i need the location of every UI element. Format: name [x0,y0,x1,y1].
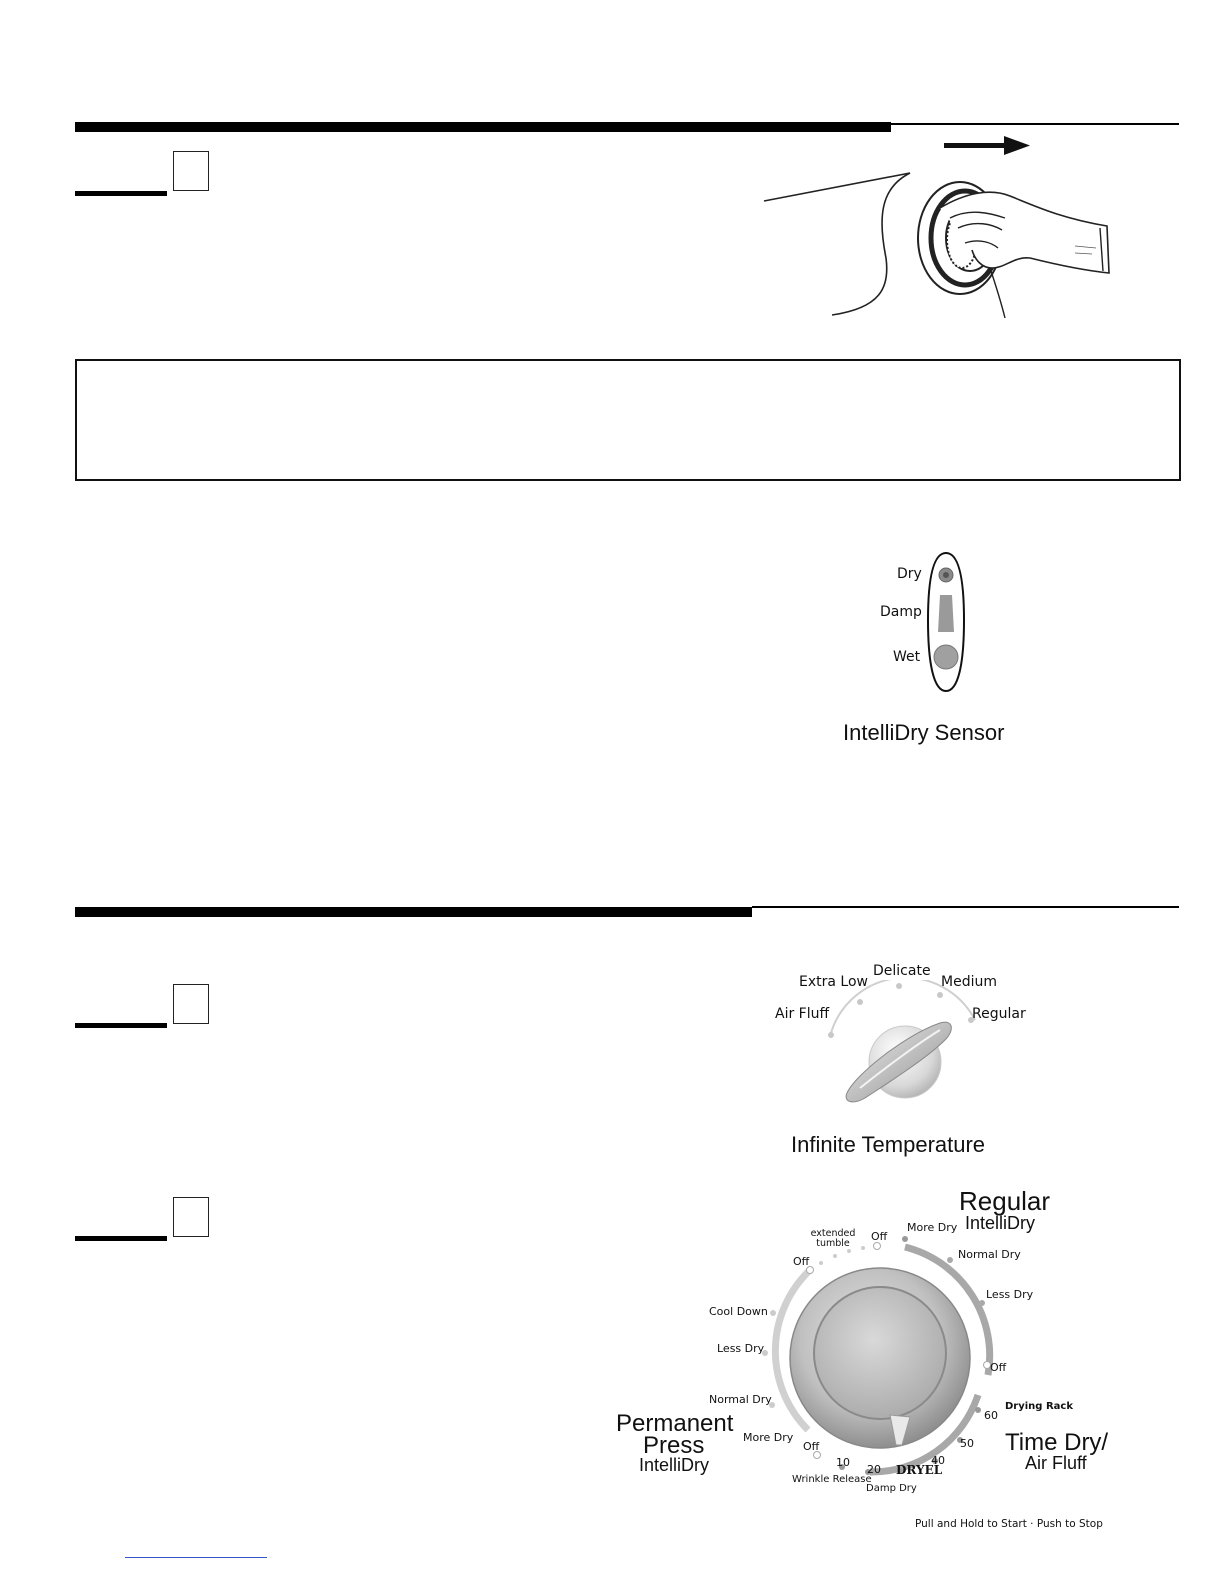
time-dry-subtitle: Air Fluff [1025,1453,1087,1473]
time-50: 50 [960,1437,974,1450]
regular-more-dry: More Dry [907,1221,958,1234]
section-rule-mid-thick [75,907,752,917]
regular-off: Off [990,1361,1007,1374]
extended-tumble-label [808,1229,858,1249]
sensor-level-wet: Wet [893,649,921,665]
hand-pulling-knob-illustration [760,158,1120,323]
regular-subtitle: IntelliDry [965,1213,1036,1233]
extended-tumble-text: extended tumble [810,1228,856,1249]
bottom-10: 10 [836,1456,850,1469]
perm-press-title-1: Permanent [616,1410,734,1437]
regular-less-dry: Less Dry [986,1288,1034,1301]
time-dry-title: Time Dry/ [1005,1429,1109,1456]
step-bar-2 [75,1023,167,1028]
perm-press-subtitle: IntelliDry [639,1455,710,1475]
step-checkbox-2[interactable] [173,984,209,1024]
bottom-wrinkle-release: Wrinkle Release [792,1474,872,1485]
step-bar-1 [75,191,167,196]
intellidry-sensor-graphic [920,550,972,695]
step-bar-3 [75,1236,167,1241]
temp-medium: Medium [941,974,997,990]
time-drying-rack: Drying Rack [1005,1401,1073,1412]
step-checkbox-3[interactable] [173,1197,209,1237]
footer-link-underline[interactable] [125,1557,267,1558]
cycle-selector-dial[interactable] [750,1225,1010,1490]
step-checkbox-1[interactable] [173,151,209,191]
temperature-knob[interactable] [825,980,985,1110]
section-rule-top-thin [891,123,1179,125]
dryel-logo: DRYEL [896,1463,943,1477]
perm-cool-down: Cool Down [709,1305,768,1318]
bottom-20: 20 [867,1463,881,1476]
sensor-level-damp: Damp [880,604,922,620]
pull-arrow-icon [944,136,1034,156]
temp-air-fluff: Air Fluff [775,1006,830,1022]
perm-press-title-2: Press [643,1432,705,1459]
top-off: Off [871,1230,888,1243]
bottom-damp-dry: Damp Dry [866,1483,917,1494]
sensor-caption: IntelliDry Sensor [843,720,1005,745]
bottom-off: Off [803,1440,820,1453]
sensor-level-dry: Dry [897,566,922,582]
temp-regular: Regular [972,1006,1026,1022]
perm-normal-dry: Normal Dry [709,1393,772,1406]
perm-less-dry: Less Dry [717,1342,765,1355]
section-rule-top-thick [75,122,891,132]
regular-normal-dry: Normal Dry [958,1248,1021,1261]
temp-delicate: Delicate [873,963,931,979]
perm-more-dry: More Dry [743,1431,794,1444]
temperature-caption: Infinite Temperature [791,1132,986,1157]
temp-extra-low: Extra Low [799,974,868,990]
time-40: 40 [931,1454,945,1467]
notice-box [75,359,1181,481]
dial-footer-instruction: Pull and Hold to Start · Push to Stop [915,1518,1103,1530]
regular-title: Regular [959,1186,1051,1216]
section-rule-mid-thin [752,906,1179,908]
perm-off: Off [793,1255,810,1268]
time-60: 60 [984,1409,998,1422]
